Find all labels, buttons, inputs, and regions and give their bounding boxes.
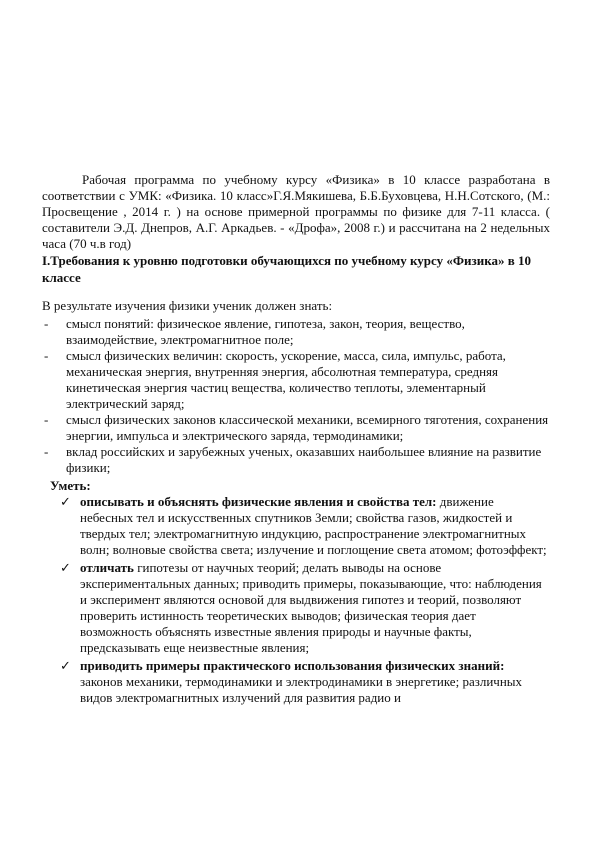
can-list (58, 494, 550, 706)
list-item (42, 412, 550, 444)
item-rest: движение небесных тел и искусственных спутников Земли; свойства газов, жидкостей и твердых тел; электромагнитную индукцию, распространение электромагнитных волн; волновые свойства света; излучение и поглощение света атомом; фотоэффект; (80, 494, 547, 557)
item-lead: отличать (80, 560, 134, 575)
checkmark-icon: ✓ (60, 658, 71, 673)
list-item-text: смысл физических величин: скорость, ускорение, масса, сила, импульс, работа, механическая энергия, внутренняя энергия, абсолютная температура, средняя кинетическая энергия частиц вещества, количество теплоты, элементарный электрический заряд; (66, 348, 506, 411)
list-item (58, 658, 550, 706)
know-intro: В результате изучения физики ученик должен знать: (42, 298, 333, 313)
list-item (58, 494, 550, 558)
dash-marker: - (44, 444, 49, 459)
dash-marker: - (44, 348, 49, 363)
item-lead: приводить примеры практического использования физических знаний: (80, 658, 505, 673)
checkmark-icon: ✓ (60, 494, 71, 509)
checkmark-icon: ✓ (60, 560, 71, 575)
dash-marker: - (44, 412, 49, 427)
list-item (42, 348, 550, 412)
list-item (58, 560, 550, 656)
intro-paragraph: Рабочая программа по учебному курсу «Физика» в 10 классе разработана в соответствии с УМК: «Физика. 10 класс»Г.Я.Мякишева, Б.Б.Буховцева, Н.Н.Сотского, (М.: Просвещение , 2014 г. ) на основе примерной программы по физике для 7-11 класса. ( составители Э.Д. Днепров, А.Г. Аркадьев. - «Дрофа», 2008 г.) и рассчитана на 2 недельных часа (70 ч.в год) (42, 172, 550, 251)
list-item-text: вклад российских и зарубежных ученых, оказавших наибольшее влияние на развитие физики; (66, 444, 542, 475)
document-page (42, 172, 550, 708)
list-item-text: смысл понятий: физическое явление, гипотеза, закон, теория, вещество, взаимодействие, электромагнитное поле; (66, 316, 465, 347)
list-item (42, 316, 550, 348)
list-item-text: смысл физических законов классической механики, всемирного тяготения, сохранения энергии, импульса и электрического заряда, термодинамики; (66, 412, 549, 443)
section-title: I.Требования к уровню подготовки обучающихся по учебному курсу «Физика» в 10 классе (42, 253, 532, 285)
item-rest: гипотезы от научных теорий; делать выводы на основе экспериментальных данных; приводить примеры, показывающие, что: наблюдения и эксперимент являются основой для выдвижения гипотез и теорий, позволяют проверить истинность теоретических выводов; физическая теория дает возможность объяснять известные явления природы и научные факты, предсказывать еще неизвестные явления; (80, 560, 542, 655)
item-rest: законов механики, термодинамики и электродинамики в энергетике; различных видов электромагнитных излучений для развития радио и (80, 674, 523, 705)
can-title: Уметь: (50, 478, 91, 493)
item-lead: описывать и объяснять физические явления и свойства тел: (80, 494, 437, 509)
know-list (42, 316, 550, 476)
list-item (42, 444, 550, 476)
dash-marker: - (44, 316, 49, 331)
